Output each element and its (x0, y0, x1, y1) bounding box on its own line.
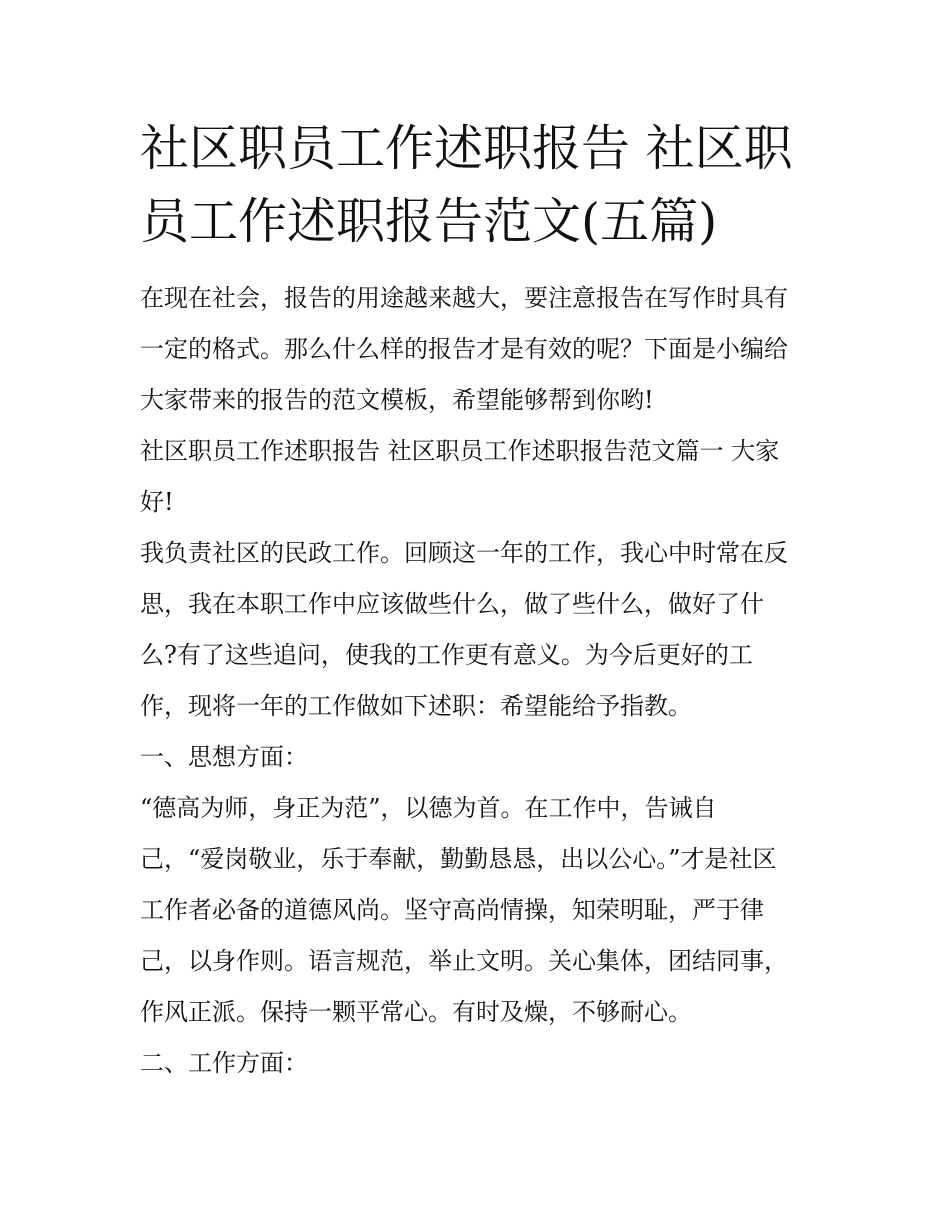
text-line: 么?有了这些追问，使我的工作更有意义。为今后更好的工 (140, 641, 753, 669)
text-line: 己，“爱岗敬业，乐于奉献，勤勤恳恳，出以公心。”才是社区 (140, 845, 777, 873)
text-line: “德高为师，身正为范”，以德为首。在工作中，告诫自 (140, 794, 717, 822)
text-line: 在现在社会，报告的用途越来越大，要注意报告在写作时具有 (140, 284, 788, 312)
text-line: 大家带来的报告的范文模板，希望能够帮到你哟! (140, 386, 654, 414)
text-line: 二、工作方面： (140, 1049, 308, 1077)
subheading-work (140, 1038, 815, 1089)
text-line: 我负责社区的民政工作。回顾这一年的工作，我心中时常在反 (140, 539, 788, 567)
text-line: 作，现将一年的工作做如下述职：希望能给予指教。 (140, 692, 692, 720)
intro-paragraph (140, 273, 815, 426)
text-line: 一、思想方面： (140, 743, 308, 771)
body-paragraph (140, 783, 815, 1038)
document-page (140, 112, 815, 1089)
text-line: 好! (140, 488, 174, 516)
text-line: 社区职员工作述职报告 社区职员工作述职报告范文篇一 大家 (140, 437, 780, 465)
body-paragraph (140, 528, 815, 732)
subheading-thought (140, 732, 815, 783)
section-heading-paragraph (140, 426, 815, 528)
text-line: 作风正派。保持一颗平常心。有时及燥，不够耐心。 (140, 998, 692, 1026)
text-line: 思，我在本职工作中应该做些什么，做了些什么，做好了什 (140, 590, 764, 618)
text-line: 工作者必备的道德风尚。坚守高尚情操，知荣明耻，严于律 (140, 896, 764, 924)
document-title (140, 112, 815, 258)
title-line: 社区职员工作述职报告 社区职 (140, 120, 793, 177)
text-line: 一定的格式。那么什么样的报告才是有效的呢？下面是小编给 (140, 335, 788, 363)
text-line: 己，以身作则。语言规范，举止文明。关心集体，团结同事， (140, 947, 788, 975)
title-line: 员工作述职报告范文(五篇) (140, 193, 718, 250)
